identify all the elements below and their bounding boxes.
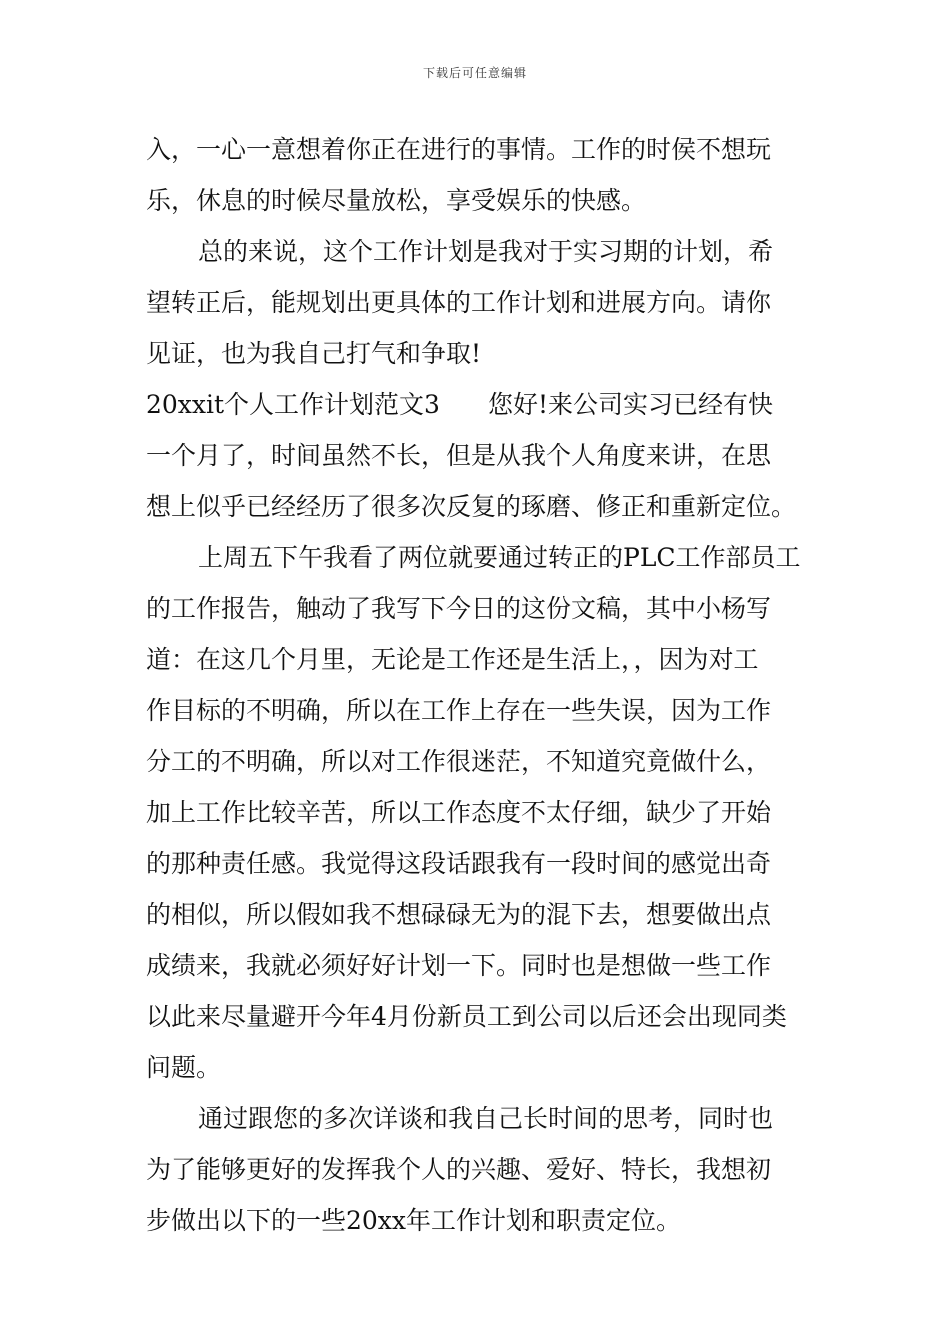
text-line: 上周五下午我看了两位就要通过转正的PLC工作部员工 [198,543,801,572]
text-line: 道：在这几个月里，无论是工作还是生活上，，因为对工 [146,645,759,674]
section-heading-line [146,379,808,430]
section-heading: 20xxit个人工作计划范文3 [146,390,440,419]
page-header: 下载后可任意编辑 [422,66,527,80]
text-segment: 您好!来公司实习已经有快 [487,390,774,419]
text-line: 入，一心一意想着你正在进行的事情。工作的时侯不想玩 [146,135,772,164]
text-line: 一个月了，时间虽然不长，但是从我个人角度来讲，在思 [146,441,772,470]
text-line: 总的来说，这个工作计划是我对于实习期的计划，希 [198,237,774,266]
text-line: 的相似，所以假如我不想碌碌无为的混下去，想要做出点 [146,900,772,929]
text-line: 分工的不明确，所以对工作很迷茫，不知道究竟做什么， [146,747,772,776]
text-line: 见证，也为我自己打气和争取! [146,339,482,368]
text-line: 的工作报告，触动了我写下今日的这份文稿，其中小杨写 [146,594,772,623]
text-line: 作目标的不明确，所以在工作上存在一些失误，因为工作 [146,696,772,725]
text-line: 步做出以下的一些20xx年工作计划和职责定位。 [146,1206,682,1235]
text-line: 以此来尽量避开今年4月份新员工到公司以后还会出现同类 [146,1002,787,1031]
text-line: 的那种责任感。我觉得这段话跟我有一段时间的感觉出奇 [146,849,772,878]
text-line: 问题。 [146,1053,222,1082]
text-line: 为了能够更好的发挥我个人的兴趣、爱好、特长，我想初 [146,1155,772,1184]
text-line: 加上工作比较辛苦，所以工作态度不太仔细，缺少了开始 [146,798,772,827]
text-line: 成绩来，我就必须好好计划一下。同时也是想做一些工作 [146,951,772,980]
text-line: 想上似乎已经经历了很多次反复的琢磨、修正和重新定位。 [146,492,797,521]
text-line: 望转正后，能规划出更具体的工作计划和进展方向。请你 [146,288,772,317]
text-line: 通过跟您的多次详谈和我自己长时间的思考，同时也 [198,1104,774,1133]
document-body [146,124,808,1246]
text-line: 乐，休息的时候尽量放松，享受娱乐的快感。 [146,186,647,215]
